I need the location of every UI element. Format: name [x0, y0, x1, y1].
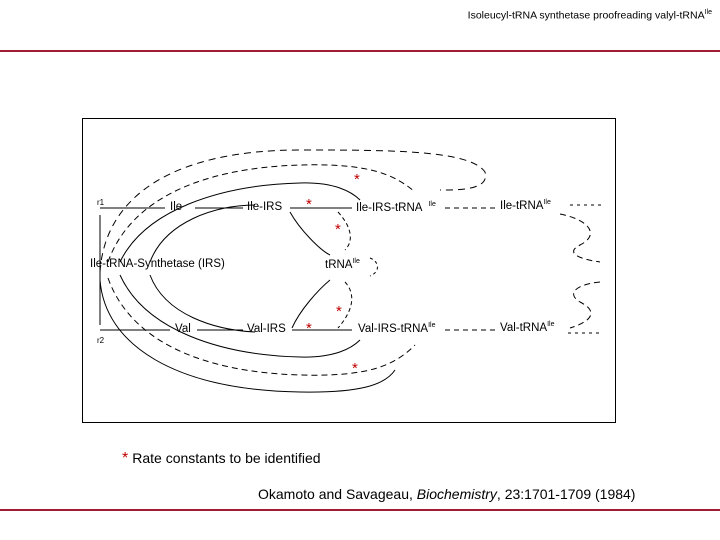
- node-val-irs: Val-IRS: [247, 323, 286, 335]
- rate-star-3: *: [335, 221, 341, 238]
- right-bracket-top: [560, 214, 600, 262]
- node-synthetase: Ile-tRNA-Synthetase (IRS): [90, 258, 225, 270]
- right-bracket-bottom: [570, 282, 600, 328]
- node-val-trna-text: Val-tRNA: [500, 321, 548, 334]
- node-val-irs-trna-text: Val-IRS-tRNA: [358, 322, 429, 335]
- node-trna-text: tRNA: [325, 258, 353, 271]
- node-ile-trna-sup: Ile: [543, 199, 551, 206]
- node-val-trna-sup: Ile: [547, 321, 555, 328]
- r1-label: r1: [97, 198, 105, 207]
- upper-arc-3: [150, 205, 255, 262]
- rate-star-2: *: [306, 196, 312, 213]
- node-val-irs-trna-sup: Ile: [428, 322, 436, 329]
- page-title-superscript: Ile: [704, 9, 712, 16]
- outer-bottom-loop: [100, 280, 395, 392]
- rate-star-1: *: [354, 171, 360, 188]
- node-ile-irs-trna-sup: Ile: [428, 201, 436, 208]
- legend-text: Rate constants to be identified: [132, 450, 321, 466]
- legend-star: *: [122, 450, 129, 467]
- node-ile: Ile: [170, 201, 183, 213]
- rate-star-6: *: [352, 360, 358, 377]
- node-val: Val: [175, 323, 191, 335]
- legend: [122, 450, 321, 468]
- node-val-irs-trna: [358, 322, 435, 335]
- trna-upper-curve: [290, 212, 330, 255]
- node-ile-irs: Ile-IRS: [247, 201, 283, 213]
- node-ile-irs-trna: [356, 201, 436, 214]
- node-ile-irs-trna-text: Ile-IRS-tRNA: [356, 201, 423, 214]
- page-title-text: Isoleucyl-tRNA synthetase proofreading valyl-tRNA: [467, 9, 705, 22]
- node-ile-trna-text: Ile-tRNA: [500, 199, 544, 212]
- citation-details: , 23:1701-1709 (1984): [496, 486, 636, 502]
- node-trna-sup: Ile: [352, 258, 360, 265]
- node-val-trna: [500, 321, 554, 334]
- bottom-divider: [0, 509, 720, 511]
- rate-star-4: *: [336, 303, 342, 320]
- node-trna: [325, 258, 360, 271]
- rate-star-5: *: [306, 320, 312, 337]
- citation-authors: Okamoto and Savageau,: [258, 486, 417, 502]
- reaction-arrows: [100, 150, 605, 392]
- trna-bracket: [370, 258, 378, 276]
- node-ile-trna: [500, 199, 551, 212]
- citation: [258, 486, 635, 502]
- r2-label: r2: [97, 336, 105, 345]
- citation-journal: Biochemistry: [416, 486, 497, 502]
